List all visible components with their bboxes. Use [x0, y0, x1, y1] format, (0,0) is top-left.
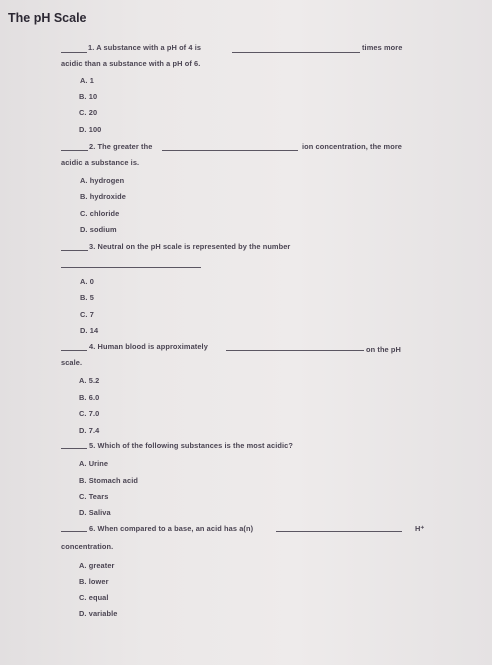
fill-blank-q4 — [226, 350, 364, 351]
question-4-text: 4. Human blood is approximately — [89, 342, 208, 351]
answer-blank-q2 — [61, 150, 88, 151]
q3-option-d: D. 14 — [80, 326, 99, 335]
question-2-text-end: ion concentration, the more — [302, 142, 403, 151]
answer-blank-q6 — [61, 531, 87, 532]
question-3-text: 3. Neutral on the pH scale is represented by the number — [89, 242, 291, 251]
q4-option-b: B. 6.0 — [79, 393, 100, 402]
q6-option-c: C. equal — [79, 593, 109, 602]
question-1-text-end: times more — [362, 43, 403, 52]
fill-blank-q6 — [276, 531, 402, 532]
q4-option-a: A. 5.2 — [79, 376, 100, 385]
question-6-text-end: H⁺ — [415, 524, 425, 533]
question-5-text: 5. Which of the following substances is the most acidic? — [89, 441, 293, 450]
q5-option-d: D. Saliva — [79, 508, 111, 517]
q6-option-a: A. greater — [79, 561, 115, 570]
question-4-text-end: on the pH — [366, 345, 401, 354]
answer-blank-q1 — [61, 52, 87, 53]
question-2-text: 2. The greater the — [89, 142, 153, 151]
q4-option-c: C. 7.0 — [79, 409, 100, 418]
q1-option-d: D. 100 — [79, 125, 102, 134]
question-2-text-cont: acidic a substance is. — [61, 158, 140, 167]
question-1-text-cont: acidic than a substance with a pH of 6. — [61, 59, 201, 68]
fill-blank-q2 — [162, 150, 298, 151]
q6-option-b: B. lower — [79, 577, 109, 586]
question-6-text: 6. When compared to a base, an acid has a(n) — [89, 524, 254, 533]
q5-option-b: B. Stomach acid — [79, 476, 138, 485]
q3-option-c: C. 7 — [80, 310, 94, 319]
q1-option-c: C. 20 — [79, 108, 98, 117]
q3-option-a: A. 0 — [80, 277, 94, 286]
q5-option-a: A. Urine — [79, 459, 109, 468]
q2-option-a: A. hydrogen — [80, 176, 125, 185]
fill-blank-q3 — [61, 267, 201, 268]
q5-option-c: C. Tears — [79, 492, 109, 501]
q4-option-d: D. 7.4 — [79, 426, 100, 435]
answer-blank-q4 — [61, 350, 87, 351]
q2-option-c: C. chloride — [80, 209, 120, 218]
q1-option-a: A. 1 — [80, 76, 94, 85]
answer-blank-q3 — [61, 250, 88, 251]
answer-blank-q5 — [61, 448, 87, 449]
fill-blank-q1 — [232, 52, 360, 53]
question-4-text-cont: scale. — [61, 358, 83, 367]
question-6-text-cont: concentration. — [61, 542, 114, 551]
q6-option-d: D. variable — [79, 609, 118, 618]
page-title: The pH Scale — [8, 11, 87, 25]
q3-option-b: B. 5 — [80, 293, 94, 302]
q2-option-d: D. sodium — [80, 225, 117, 234]
question-1-text: 1. A substance with a pH of 4 is — [88, 43, 202, 52]
q1-option-b: B. 10 — [79, 92, 98, 101]
q2-option-b: B. hydroxide — [80, 192, 126, 201]
